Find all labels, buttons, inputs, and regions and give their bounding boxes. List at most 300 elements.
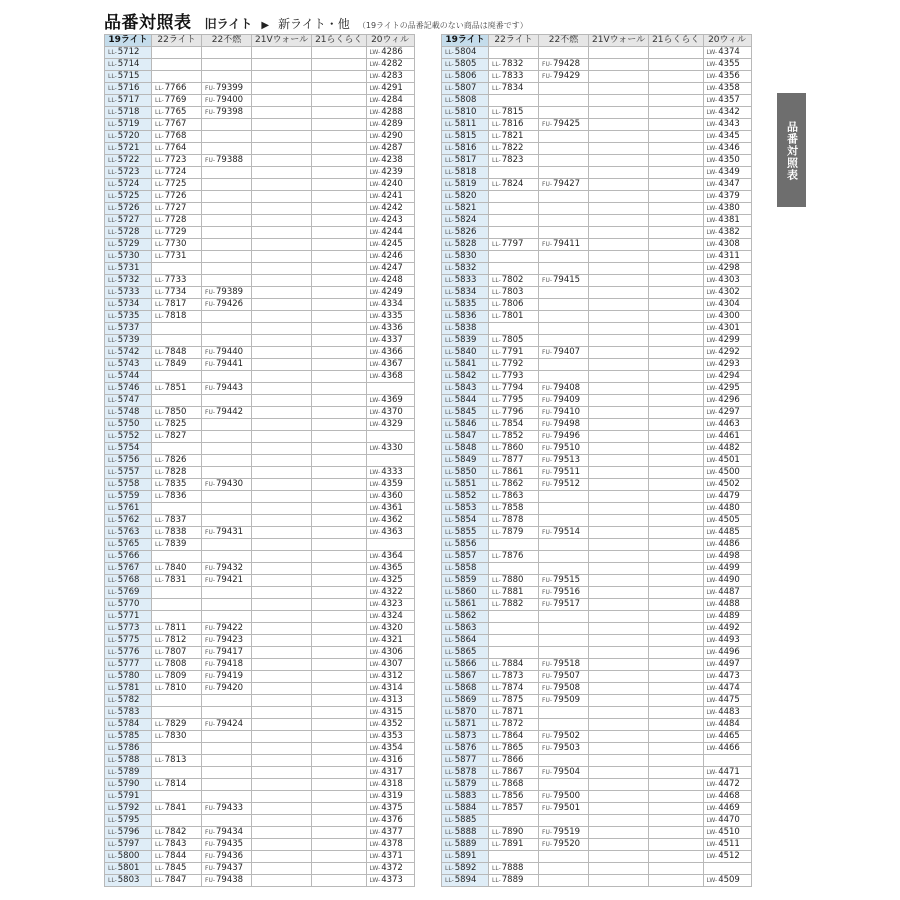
table-cell — [489, 287, 539, 299]
part-prefix: LL- — [492, 121, 501, 128]
table-cell — [252, 743, 312, 755]
part-number: 5780 — [117, 671, 140, 681]
table-cell — [442, 443, 489, 455]
part-number: 4316 — [381, 755, 403, 765]
part-prefix: LW- — [369, 361, 381, 368]
part-number: 79441 — [216, 359, 244, 369]
table-cell — [442, 575, 489, 587]
table-cell — [105, 803, 152, 815]
table-cell — [442, 671, 489, 683]
part-prefix: LW- — [706, 181, 718, 188]
table-cell — [312, 131, 366, 143]
part-number: 4470 — [718, 815, 740, 825]
part-prefix: LL- — [492, 829, 501, 836]
table-cell — [252, 551, 312, 563]
part-number: 5801 — [117, 863, 140, 873]
part-prefix: LL- — [492, 157, 501, 164]
table-cell — [366, 719, 414, 731]
part-prefix: FU- — [205, 301, 216, 308]
table-cell — [202, 251, 252, 263]
part-prefix: LW- — [369, 769, 381, 776]
table-row — [442, 251, 752, 263]
part-prefix: FU- — [542, 841, 553, 848]
table-cell — [539, 575, 589, 587]
part-prefix: LL- — [155, 133, 164, 140]
part-number: 5846 — [454, 419, 477, 429]
part-number: 79507 — [553, 671, 581, 681]
table-cell — [312, 143, 366, 155]
table-cell — [105, 407, 152, 419]
part-number: 4370 — [381, 407, 403, 417]
table-cell — [703, 47, 751, 59]
table-cell — [649, 47, 703, 59]
part-prefix: LL- — [492, 313, 501, 320]
part-prefix: LL- — [492, 745, 501, 752]
part-prefix: LW- — [706, 133, 718, 140]
part-prefix: LL- — [108, 241, 117, 248]
table-cell — [489, 707, 539, 719]
part-prefix: LL- — [492, 145, 501, 152]
part-number: 5770 — [117, 599, 140, 609]
part-number: 79426 — [216, 299, 244, 309]
part-prefix: FU- — [542, 349, 553, 356]
table-cell — [312, 191, 366, 203]
table-cell — [152, 371, 202, 383]
table-row — [105, 203, 415, 215]
table-cell — [366, 95, 414, 107]
table-cell — [442, 527, 489, 539]
table-cell — [489, 323, 539, 335]
table-row — [105, 599, 415, 611]
table-cell — [442, 215, 489, 227]
table-cell — [152, 455, 202, 467]
table-cell — [649, 803, 703, 815]
table-cell — [202, 779, 252, 791]
part-prefix: LL- — [155, 685, 164, 692]
table-cell — [442, 419, 489, 431]
side-index-tab[interactable] — [777, 93, 806, 207]
table-cell — [539, 95, 589, 107]
table-cell — [312, 815, 366, 827]
table-cell — [312, 515, 366, 527]
part-number: 4312 — [381, 671, 403, 681]
part-prefix: LW- — [369, 625, 381, 632]
table-row — [105, 587, 415, 599]
part-prefix: LL- — [108, 721, 117, 728]
table-cell — [539, 299, 589, 311]
table-cell — [589, 467, 649, 479]
part-prefix: LL- — [108, 445, 117, 452]
table-cell — [202, 635, 252, 647]
table-cell — [252, 491, 312, 503]
part-prefix: LL- — [445, 301, 454, 308]
part-prefix: LL- — [155, 829, 164, 836]
part-number: 79422 — [216, 623, 244, 633]
part-number: 4242 — [381, 203, 403, 213]
part-prefix: LW- — [369, 757, 381, 764]
table-cell — [649, 611, 703, 623]
part-number: 79520 — [553, 839, 581, 849]
table-row — [105, 287, 415, 299]
table-cell — [703, 503, 751, 515]
table-cell — [649, 575, 703, 587]
part-number: 79410 — [553, 407, 581, 417]
part-number: 7837 — [164, 515, 187, 525]
part-prefix: LL- — [108, 349, 117, 356]
part-prefix: LL- — [492, 733, 501, 740]
part-number: 5865 — [454, 647, 477, 657]
part-prefix: LL- — [445, 793, 454, 800]
part-number: 79411 — [553, 239, 581, 249]
part-prefix: LL- — [492, 697, 501, 704]
table-cell — [252, 407, 312, 419]
table-cell — [442, 851, 489, 863]
table-cell — [589, 767, 649, 779]
part-prefix: LL- — [108, 73, 117, 80]
table-cell — [312, 95, 366, 107]
part-prefix: LL- — [445, 841, 454, 848]
table-cell — [649, 359, 703, 371]
part-number: 7793 — [501, 371, 524, 381]
part-prefix: LL- — [445, 421, 454, 428]
table-cell — [489, 731, 539, 743]
part-prefix: LL- — [155, 229, 164, 236]
table-cell — [312, 467, 366, 479]
part-number: 79512 — [553, 479, 581, 489]
table-cell — [442, 695, 489, 707]
table-cell — [539, 695, 589, 707]
part-prefix: LL- — [108, 193, 117, 200]
table-cell — [105, 731, 152, 743]
part-number: 7889 — [501, 875, 524, 885]
part-number: 79516 — [553, 587, 581, 597]
table-cell — [202, 143, 252, 155]
part-prefix: LL- — [108, 289, 117, 296]
table-cell — [202, 59, 252, 71]
part-prefix: LL- — [492, 505, 501, 512]
table-cell — [539, 791, 589, 803]
table-cell — [105, 263, 152, 275]
table-cell — [442, 623, 489, 635]
part-prefix: LL- — [445, 685, 454, 692]
table-row — [442, 731, 752, 743]
part-prefix: LW- — [706, 625, 718, 632]
part-number: 5797 — [117, 839, 140, 849]
table-cell — [202, 275, 252, 287]
table-cell — [589, 503, 649, 515]
table-cell — [366, 131, 414, 143]
part-number: 4317 — [381, 767, 403, 777]
table-cell — [252, 347, 312, 359]
part-prefix: LL- — [155, 277, 164, 284]
part-number: 7863 — [501, 491, 524, 501]
table-cell — [105, 467, 152, 479]
table-cell — [589, 107, 649, 119]
part-number: 4492 — [718, 623, 740, 633]
table-cell — [539, 755, 589, 767]
part-prefix: LW- — [706, 241, 718, 248]
part-number: 5758 — [117, 479, 140, 489]
part-prefix: LW- — [706, 601, 718, 608]
part-number: 4378 — [381, 839, 403, 849]
part-prefix: LW- — [369, 829, 381, 836]
part-number: 5885 — [454, 815, 477, 825]
column-header-21v-wall: 21Vウォール — [589, 35, 649, 47]
table-cell — [312, 227, 366, 239]
part-number: 7872 — [501, 719, 524, 729]
part-prefix: LW- — [706, 289, 718, 296]
table-cell — [539, 707, 589, 719]
table-cell — [442, 263, 489, 275]
part-number: 4245 — [381, 239, 403, 249]
table-cell — [539, 587, 589, 599]
table-cell — [703, 683, 751, 695]
part-prefix: LL- — [445, 445, 454, 452]
part-prefix: LL- — [108, 385, 117, 392]
table-cell — [152, 167, 202, 179]
table-cell — [442, 203, 489, 215]
table-cell — [366, 611, 414, 623]
part-prefix: LL- — [108, 709, 117, 716]
table-cell — [312, 347, 366, 359]
part-prefix: LW- — [706, 733, 718, 740]
part-number: 7813 — [164, 755, 187, 765]
part-number: 4315 — [381, 707, 403, 717]
table-cell — [649, 683, 703, 695]
part-number: 7838 — [164, 527, 187, 537]
table-cell — [442, 119, 489, 131]
table-row — [442, 239, 752, 251]
table-cell — [105, 503, 152, 515]
table-cell — [489, 743, 539, 755]
part-number: 4240 — [381, 179, 403, 189]
part-number: 4356 — [718, 71, 740, 81]
table-cell — [489, 95, 539, 107]
table-cell — [649, 743, 703, 755]
part-number: 7821 — [501, 131, 524, 141]
table-cell — [489, 527, 539, 539]
part-number: 5756 — [117, 455, 140, 465]
table-cell — [589, 455, 649, 467]
table-cell — [442, 635, 489, 647]
part-number: 4323 — [381, 599, 403, 609]
table-cell — [489, 155, 539, 167]
table-cell — [252, 143, 312, 155]
part-number: 7724 — [164, 167, 187, 177]
table-row — [105, 479, 415, 491]
discontinued-note: （19ライトの品番記載のない商品は廃番です） — [357, 21, 528, 30]
table-cell — [312, 107, 366, 119]
table-cell — [366, 59, 414, 71]
table-row — [105, 563, 415, 575]
table-cell — [489, 587, 539, 599]
table-cell — [649, 767, 703, 779]
table-cell — [202, 815, 252, 827]
part-prefix: LW- — [706, 277, 718, 284]
table-cell — [539, 875, 589, 887]
part-number: 5735 — [117, 311, 140, 321]
part-number: 5761 — [117, 503, 140, 513]
part-prefix: LW- — [706, 397, 718, 404]
part-prefix: FU- — [205, 385, 216, 392]
table-cell — [489, 239, 539, 251]
part-prefix: FU- — [205, 649, 216, 656]
table-row — [442, 707, 752, 719]
part-prefix: FU- — [542, 745, 553, 752]
part-prefix: LL- — [492, 577, 501, 584]
table-cell — [366, 323, 414, 335]
table-row — [105, 323, 415, 335]
table-cell — [442, 791, 489, 803]
part-number: 7728 — [164, 215, 187, 225]
part-prefix: LW- — [369, 157, 381, 164]
table-cell — [312, 263, 366, 275]
table-cell — [703, 491, 751, 503]
table-cell — [252, 587, 312, 599]
part-number: 4485 — [718, 527, 740, 537]
part-prefix: LL- — [155, 457, 164, 464]
part-number: 5824 — [454, 215, 477, 225]
table-cell — [649, 215, 703, 227]
table-cell — [703, 143, 751, 155]
table-cell — [649, 179, 703, 191]
table-cell — [489, 371, 539, 383]
part-prefix: FU- — [205, 841, 216, 848]
part-number: 7864 — [501, 731, 524, 741]
table-row — [105, 755, 415, 767]
table-cell — [703, 767, 751, 779]
part-prefix: LL- — [492, 85, 501, 92]
table-cell — [442, 755, 489, 767]
table-cell — [252, 467, 312, 479]
table-cell — [489, 263, 539, 275]
part-number: 5817 — [454, 155, 477, 165]
table-cell — [539, 191, 589, 203]
table-cell — [312, 407, 366, 419]
part-prefix: LL- — [155, 733, 164, 740]
column-header-22-funen: 22不燃 — [202, 35, 252, 47]
table-cell — [312, 875, 366, 887]
part-prefix: LL- — [445, 409, 454, 416]
table-cell — [152, 767, 202, 779]
table-row — [442, 203, 752, 215]
table-cell — [312, 311, 366, 323]
table-cell — [152, 275, 202, 287]
part-prefix: LL- — [445, 817, 454, 824]
table-cell — [105, 623, 152, 635]
table-cell — [703, 743, 751, 755]
part-number: 4293 — [718, 359, 740, 369]
part-number: 79407 — [553, 347, 581, 357]
table-cell — [152, 671, 202, 683]
part-number: 5803 — [117, 875, 140, 885]
table-cell — [539, 155, 589, 167]
table-row — [442, 635, 752, 647]
table-cell — [539, 215, 589, 227]
part-number: 5807 — [454, 83, 477, 93]
part-number: 4375 — [381, 803, 403, 813]
table-cell — [152, 743, 202, 755]
part-prefix: LW- — [706, 805, 718, 812]
part-prefix: LW- — [369, 685, 381, 692]
table-cell — [539, 419, 589, 431]
table-cell — [489, 83, 539, 95]
table-cell — [489, 827, 539, 839]
table-cell — [589, 275, 649, 287]
table-row — [442, 47, 752, 59]
part-prefix: LL- — [108, 673, 117, 680]
part-prefix: FU- — [542, 469, 553, 476]
part-number: 4465 — [718, 731, 740, 741]
part-number: 5856 — [454, 539, 477, 549]
part-prefix: LL- — [445, 805, 454, 812]
part-number: 7880 — [501, 575, 524, 585]
table-cell — [366, 539, 414, 551]
part-number: 4359 — [381, 479, 403, 489]
table-cell — [366, 299, 414, 311]
part-prefix: LW- — [369, 73, 381, 80]
part-prefix: LW- — [369, 877, 381, 884]
part-prefix: LL- — [445, 49, 454, 56]
table-cell — [252, 47, 312, 59]
part-number: 4371 — [381, 851, 403, 861]
part-prefix: LW- — [706, 337, 718, 344]
part-prefix: LW- — [369, 817, 381, 824]
part-prefix: LL- — [492, 73, 501, 80]
part-prefix: LL- — [492, 133, 501, 140]
part-prefix: LW- — [706, 541, 718, 548]
part-prefix: LL- — [108, 769, 117, 776]
part-number: 7878 — [501, 515, 524, 525]
part-number: 5863 — [454, 623, 477, 633]
table-cell — [589, 623, 649, 635]
table-cell — [202, 671, 252, 683]
part-number: 4243 — [381, 215, 403, 225]
table-cell — [252, 719, 312, 731]
part-number: 5730 — [117, 251, 140, 261]
table-cell — [252, 527, 312, 539]
table-cell — [252, 323, 312, 335]
table-cell — [589, 527, 649, 539]
table-row — [442, 347, 752, 359]
part-number: 7731 — [164, 251, 187, 261]
part-prefix: FU- — [542, 409, 553, 416]
part-number: 5724 — [117, 179, 140, 189]
table-row — [105, 311, 415, 323]
table-cell — [539, 743, 589, 755]
part-number: 4300 — [718, 311, 740, 321]
part-prefix: LW- — [369, 229, 381, 236]
table-cell — [649, 647, 703, 659]
table-cell — [105, 719, 152, 731]
part-number: 4358 — [718, 83, 740, 93]
table-cell — [366, 527, 414, 539]
table-cell — [703, 359, 751, 371]
table-cell — [442, 359, 489, 371]
part-number: 79442 — [216, 407, 244, 417]
table-cell — [703, 191, 751, 203]
table-cell — [649, 527, 703, 539]
table-cell — [539, 251, 589, 263]
table-cell — [703, 659, 751, 671]
part-prefix: LL- — [492, 781, 501, 788]
table-cell — [539, 863, 589, 875]
part-number: 5821 — [454, 203, 477, 213]
table-cell — [489, 143, 539, 155]
part-prefix: LL- — [108, 145, 117, 152]
part-number: 79400 — [216, 95, 244, 105]
table-cell — [202, 431, 252, 443]
